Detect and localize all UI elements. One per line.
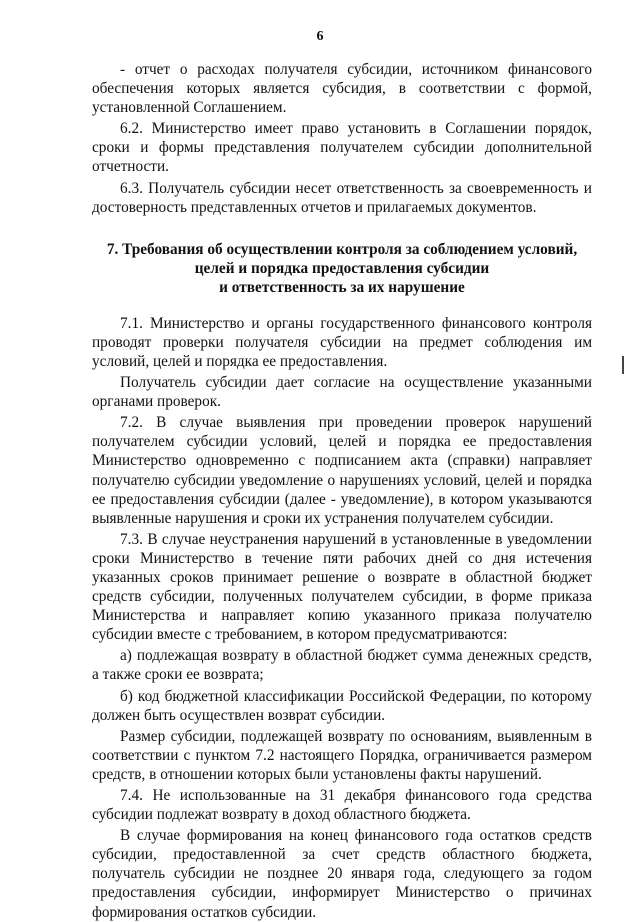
paragraph-remaining-funds: В случае формирования на конец финансового года остатков средств субсидии, предоставленной за счет средств областного бюджета, получатель субсидии не позднее 20 января года, следующего за годом предоставления субсидии, информирует Министерство о причинах формирования остатков субсидии. [92,827,592,921]
paragraph-7-1: 7.1. Министерство и органы государственного финансового контроля проводят проверки получателя субсидии на предмет соблюдения им условий, целей и порядка ее предоставления. [92,314,592,370]
section-7-title-line: целей и порядка предоставления субсидии [194,259,490,277]
section-7-title [92,240,592,297]
paragraph-7-3-a: а) подлежащая возврату в областной бюджет сумма денежных средств, а также сроки ее возврата; [92,647,592,684]
paragraph-7-2: 7.2. В случае выявления при проведении проверок нарушений получателем субсидии условий, целей и порядка ее предоставления Министерство одновременно с подписанием акта (справки) направляет получателю субсидии уведомление о нарушениях условий, целей и порядка ее предоставления субсидии (далее - уведомление), в котором указываются выявленные нарушения и сроки их устранения получателем субсидии. [92,414,592,527]
paragraph-7-3: 7.3. В случае неустранения нарушений в установленные в уведомлении сроки Министерство в течение пяти рабочих дней со дня истечения указанных сроков принимает решение о возврате в областной бюджет средств субсидии, полученных получателем субсидии, в форме приказа Министерства и направляет копию указанного приказа получателю субсидии вместе с требованием, в котором предусматриваются: [92,530,592,644]
section-7-title-line: 7. Требования об осуществлении контроля за соблюдением условий, [106,240,578,258]
section-7-title-line: и ответственность за их нарушение [219,278,465,296]
paragraph-6-3: 6.3. Получатель субсидии несет ответственность за своевременность и достоверность представленных отчетов и прилагаемых документов. [92,179,592,216]
paragraph-refund-size: Размер субсидии, подлежащей возврату по основаниям, выявленным в соответствии с пунктом 7.2 настоящего Порядка, ограничивается размером средств, в отношении которых были установлены факты нарушений. [92,727,592,783]
paragraph-report-expenses: - отчет о расходах получателя субсидии, источником финансового обеспечения которых является субсидия, в соответствии с формой, установленной Соглашением. [92,61,592,117]
paragraph-consent: Получатель субсидии дает согласие на осуществление указанными органами проверок. [92,374,592,411]
paragraph-7-4: 7.4. Не использованные на 31 декабря финансового года средства субсидии подлежат возврату в доход областного бюджета. [92,787,592,824]
document-body [92,60,592,922]
margin-mark [622,356,624,374]
paragraph-6-2: 6.2. Министерство имеет право установить в Соглашении порядок, сроки и формы представления получателем субсидии дополнительной отчетности. [92,120,592,176]
page-number: 6 [316,29,324,44]
paragraph-7-3-b: б) код бюджетной классификации Российской Федерации, по которому должен быть осуществлен возврат субсидии. [92,687,592,724]
